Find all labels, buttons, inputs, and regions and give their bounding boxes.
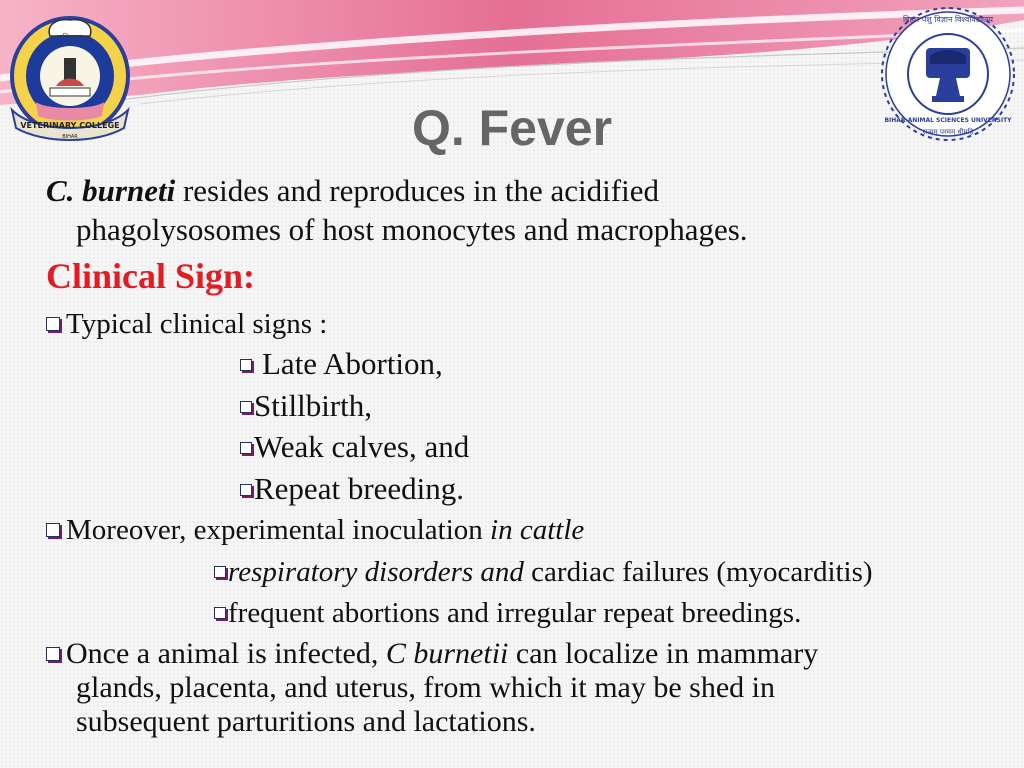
sign-stillbirth: Stillbirth, xyxy=(254,388,372,423)
logo-left-small-text: BIHAR xyxy=(62,134,78,140)
once-line-3: subsequent parturitions and lactations. xyxy=(76,705,536,738)
list-item xyxy=(240,346,443,382)
once-item xyxy=(46,636,818,672)
typical-signs-item xyxy=(46,306,327,342)
checkbox-bullet-icon xyxy=(214,607,226,619)
list-item xyxy=(240,388,372,424)
once-italic: C burnetii xyxy=(385,637,509,670)
veterinary-college-logo xyxy=(6,6,136,146)
abortions-text: frequent abortions and irregular repeat breedings. xyxy=(228,597,802,629)
moreover-text: Moreover, experimental inoculation xyxy=(66,514,491,546)
moreover-item xyxy=(46,512,584,548)
checkbox-bullet-icon xyxy=(46,647,60,661)
logo-right-top-text: बिहार पशु विज्ञान विश्वविद्यालय xyxy=(902,15,994,24)
checkbox-bullet-icon xyxy=(240,484,252,496)
intro-line-1 xyxy=(46,173,659,209)
bihar-animal-sciences-university-logo xyxy=(878,4,1018,144)
clinical-sign-heading: Clinical Sign: xyxy=(46,256,256,296)
list-item xyxy=(240,429,469,465)
checkbox-bullet-icon xyxy=(240,359,252,371)
cardiac-text: cardiac failures (myocarditis) xyxy=(523,556,873,588)
checkbox-bullet-icon xyxy=(240,401,252,413)
logo-right-bottom-text: सत्यम् परमम् धीमहि xyxy=(922,128,974,136)
sign-repeat-breeding: Repeat breeding. xyxy=(254,471,465,506)
checkbox-bullet-icon xyxy=(240,442,252,454)
logo-right-side-text: BIHAR ANIMAL SCIENCES UNIVERSITY xyxy=(884,117,1012,124)
once-line-2: glands, placenta, and uterus, from which it may be shed in xyxy=(76,671,775,704)
moreover-italic: in cattle xyxy=(490,514,585,546)
organism-name: C. burneti xyxy=(46,173,176,208)
checkbox-bullet-icon xyxy=(214,566,226,578)
slide-title: Q. Fever xyxy=(411,100,613,156)
typical-signs-label: Typical clinical signs : xyxy=(66,308,328,340)
checkbox-bullet-icon xyxy=(46,317,60,331)
once-part-2: can localize in mammary xyxy=(508,637,819,670)
intro-line-2: phagolysosomes of host monocytes and macrophages. xyxy=(76,212,748,247)
logo-left-banner-text: VETERINARY COLLEGE xyxy=(20,121,120,130)
intro-line-1-text: resides and reproduces in the acidified xyxy=(175,173,659,208)
list-item xyxy=(214,595,801,631)
checkbox-bullet-icon xyxy=(46,523,60,537)
list-item xyxy=(240,471,464,507)
sign-weak-calves: Weak calves, and xyxy=(254,429,470,464)
list-item xyxy=(214,554,873,590)
respiratory-italic: respiratory disorders and xyxy=(228,556,524,588)
once-part-1: Once a animal is infected, xyxy=(66,637,386,670)
logo-left-top-text: सद्विद्यावा xyxy=(57,33,83,42)
sign-late-abortion: Late Abortion, xyxy=(262,346,443,381)
